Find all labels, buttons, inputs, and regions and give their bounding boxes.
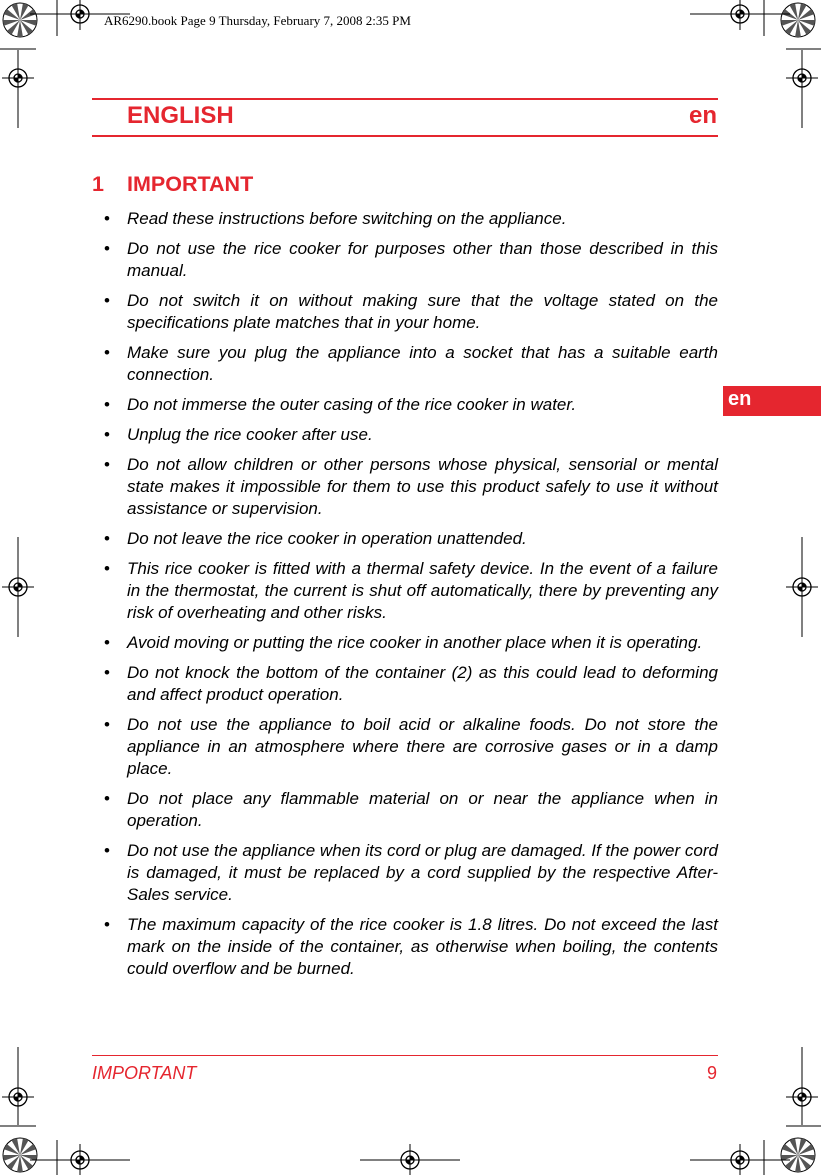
list-item-text: Do not switch it on without making sure that the voltage stated on the specifications plate matches that in your home.	[127, 291, 718, 332]
list-item	[104, 788, 718, 832]
list-item	[104, 208, 718, 230]
footer-section: IMPORTANT	[92, 1063, 197, 1083]
list-item-text: The maximum capacity of the rice cooker is 1.8 litres. Do not exceed the last mark on the inside of the container, as otherwise when boiling, the contents could overflow and be burned.	[127, 915, 718, 978]
bullet-icon: •	[104, 715, 110, 734]
list-item	[104, 662, 718, 706]
list-item-text: Do not use the appliance to boil acid or alkaline foods. Do not store the appliance in an atmosphere where there are corrosive gases or in a damp place.	[127, 715, 718, 778]
list-item	[104, 714, 718, 780]
bullet-icon: •	[104, 559, 110, 578]
bullet-icon: •	[104, 529, 110, 548]
bullet-icon: •	[104, 343, 110, 362]
color-bar-mark	[781, 3, 815, 37]
list-item-text: Unplug the rice cooker after use.	[127, 425, 373, 444]
section-title: IMPORTANT	[127, 172, 254, 196]
registration-mark	[64, 0, 96, 30]
safety-instructions-list	[104, 208, 718, 988]
list-item-text: Read these instructions before switching on the appliance.	[127, 209, 567, 228]
bullet-icon: •	[104, 291, 110, 310]
print-slug: AR6290.book Page 9 Thursday, February 7, 2008 2:35 PM	[104, 13, 411, 28]
header-bottom-rule	[92, 135, 718, 137]
color-bar-mark	[781, 1138, 815, 1172]
list-item	[104, 290, 718, 334]
registration-mark	[724, 0, 756, 30]
header-language: ENGLISH	[127, 102, 234, 129]
bullet-icon: •	[104, 209, 110, 228]
registration-mark	[2, 571, 34, 603]
header-language-code: en	[688, 102, 717, 129]
bullet-icon: •	[104, 239, 110, 258]
list-item	[104, 558, 718, 624]
list-item	[104, 528, 718, 550]
registration-mark	[2, 1081, 34, 1113]
registration-mark	[786, 1081, 818, 1113]
section-heading	[92, 172, 253, 197]
bullet-icon: •	[104, 841, 110, 860]
registration-mark	[394, 1144, 426, 1175]
section-number: 1	[92, 172, 104, 196]
bullet-icon: •	[104, 789, 110, 808]
registration-mark	[786, 62, 818, 94]
registration-mark	[724, 1144, 756, 1175]
list-item	[104, 632, 718, 654]
language-tab: en	[723, 386, 821, 416]
list-item-text: Do not use the rice cooker for purposes other than those described in this manual.	[127, 239, 718, 280]
bullet-icon: •	[104, 633, 110, 652]
bullet-icon: •	[104, 395, 110, 414]
bullet-icon: •	[104, 425, 110, 444]
list-item	[104, 342, 718, 386]
list-item-text: Do not knock the bottom of the container (2) as this could lead to deforming and affect product operation.	[127, 663, 718, 704]
list-item	[104, 238, 718, 282]
bullet-icon: •	[104, 455, 110, 474]
list-item-text: This rice cooker is fitted with a thermal safety device. In the event of a failure in the thermostat, the current is shut off automatically, there by preventing any risk of overheating and other risks.	[127, 559, 718, 622]
header-top-rule	[92, 98, 718, 100]
footer-rule	[92, 1055, 718, 1056]
list-item-text: Do not immerse the outer casing of the rice cooker in water.	[127, 395, 577, 414]
list-item-text: Do not place any flammable material on or near the appliance when in operation.	[127, 789, 718, 830]
list-item	[104, 840, 718, 906]
list-item	[104, 394, 718, 416]
list-item	[104, 424, 718, 446]
color-bar-mark	[3, 3, 37, 37]
bullet-icon: •	[104, 915, 110, 934]
list-item	[104, 914, 718, 980]
registration-mark	[2, 62, 34, 94]
color-bar-mark	[3, 1138, 37, 1172]
list-item	[104, 454, 718, 520]
list-item-text: Avoid moving or putting the rice cooker in another place when it is operating.	[127, 633, 703, 652]
list-item-text: Do not use the appliance when its cord or plug are damaged. If the power cord is damaged, it must be replaced by a cord supplied by the respective After-Sales service.	[127, 841, 718, 904]
list-item-text: Make sure you plug the appliance into a socket that has a suitable earth connection.	[127, 343, 718, 384]
bullet-icon: •	[104, 663, 110, 682]
list-item-text: Do not allow children or other persons whose physical, sensorial or mental state makes it impossible for them to use this product safely to use it without assistance or supervision.	[127, 455, 718, 518]
registration-mark	[64, 1144, 96, 1175]
registration-mark	[786, 571, 818, 603]
list-item-text: Do not leave the rice cooker in operation unattended.	[127, 529, 527, 548]
page-number: 9	[706, 1063, 717, 1083]
